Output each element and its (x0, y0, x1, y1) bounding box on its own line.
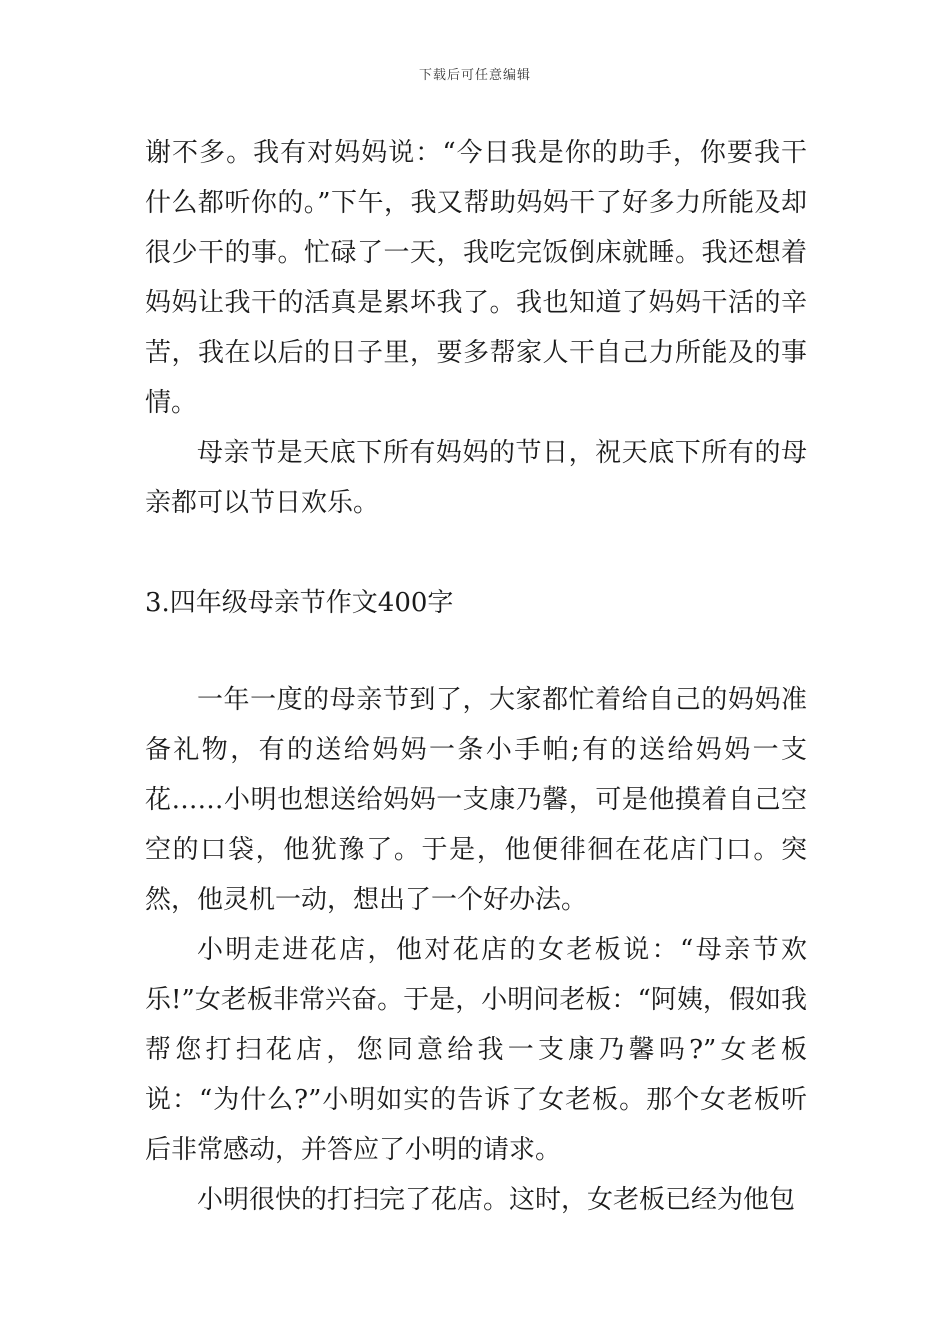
paragraph-closing: 母亲节是天底下所有妈妈的节日，祝天底下所有的母亲都可以节日欢乐。 (145, 438, 807, 518)
section-title: 3.四年级母亲节作文400字 (145, 588, 454, 618)
page-header-note: 下载后可任意编辑 (418, 68, 531, 83)
paragraph-ending: 小明很快的打扫完了花店。这时，女老板已经为他包 (197, 1185, 796, 1215)
paragraph-continuation: 谢不多。我有对妈妈说：“今日我是你的助手，你要我干什么都听你的。”下午，我又帮助妈妈干了好多力所能及却很少干的事。忙碌了一天，我吃完饭倒床就睡。我还想着妈妈让我干的活真是累坏我了。我也知道了妈妈干活的辛苦，我在以后的日子里，要多帮家人干自己力所能及的事情。 (145, 138, 807, 418)
paragraph-flower-shop: 小明走进花店，他对花店的女老板说：“母亲节欢乐!”女老板非常兴奋。于是，小明问老板：“阿姨，假如我帮您打扫花店，您同意给我一支康乃馨吗?”女老板说：“为什么?”小明如实的告诉了女老板。那个女老板听后非常感动，并答应了小明的请求。 (145, 935, 807, 1165)
paragraph-intro: 一年一度的母亲节到了，大家都忙着给自己的妈妈准备礼物，有的送给妈妈一条小手帕;有的送给妈妈一支花……小明也想送给妈妈一支康乃馨，可是他摸着自己空空的口袋，他犹豫了。于是，他便徘徊在花店门口。突然，他灵机一动，想出了一个好办法。 (145, 685, 807, 915)
